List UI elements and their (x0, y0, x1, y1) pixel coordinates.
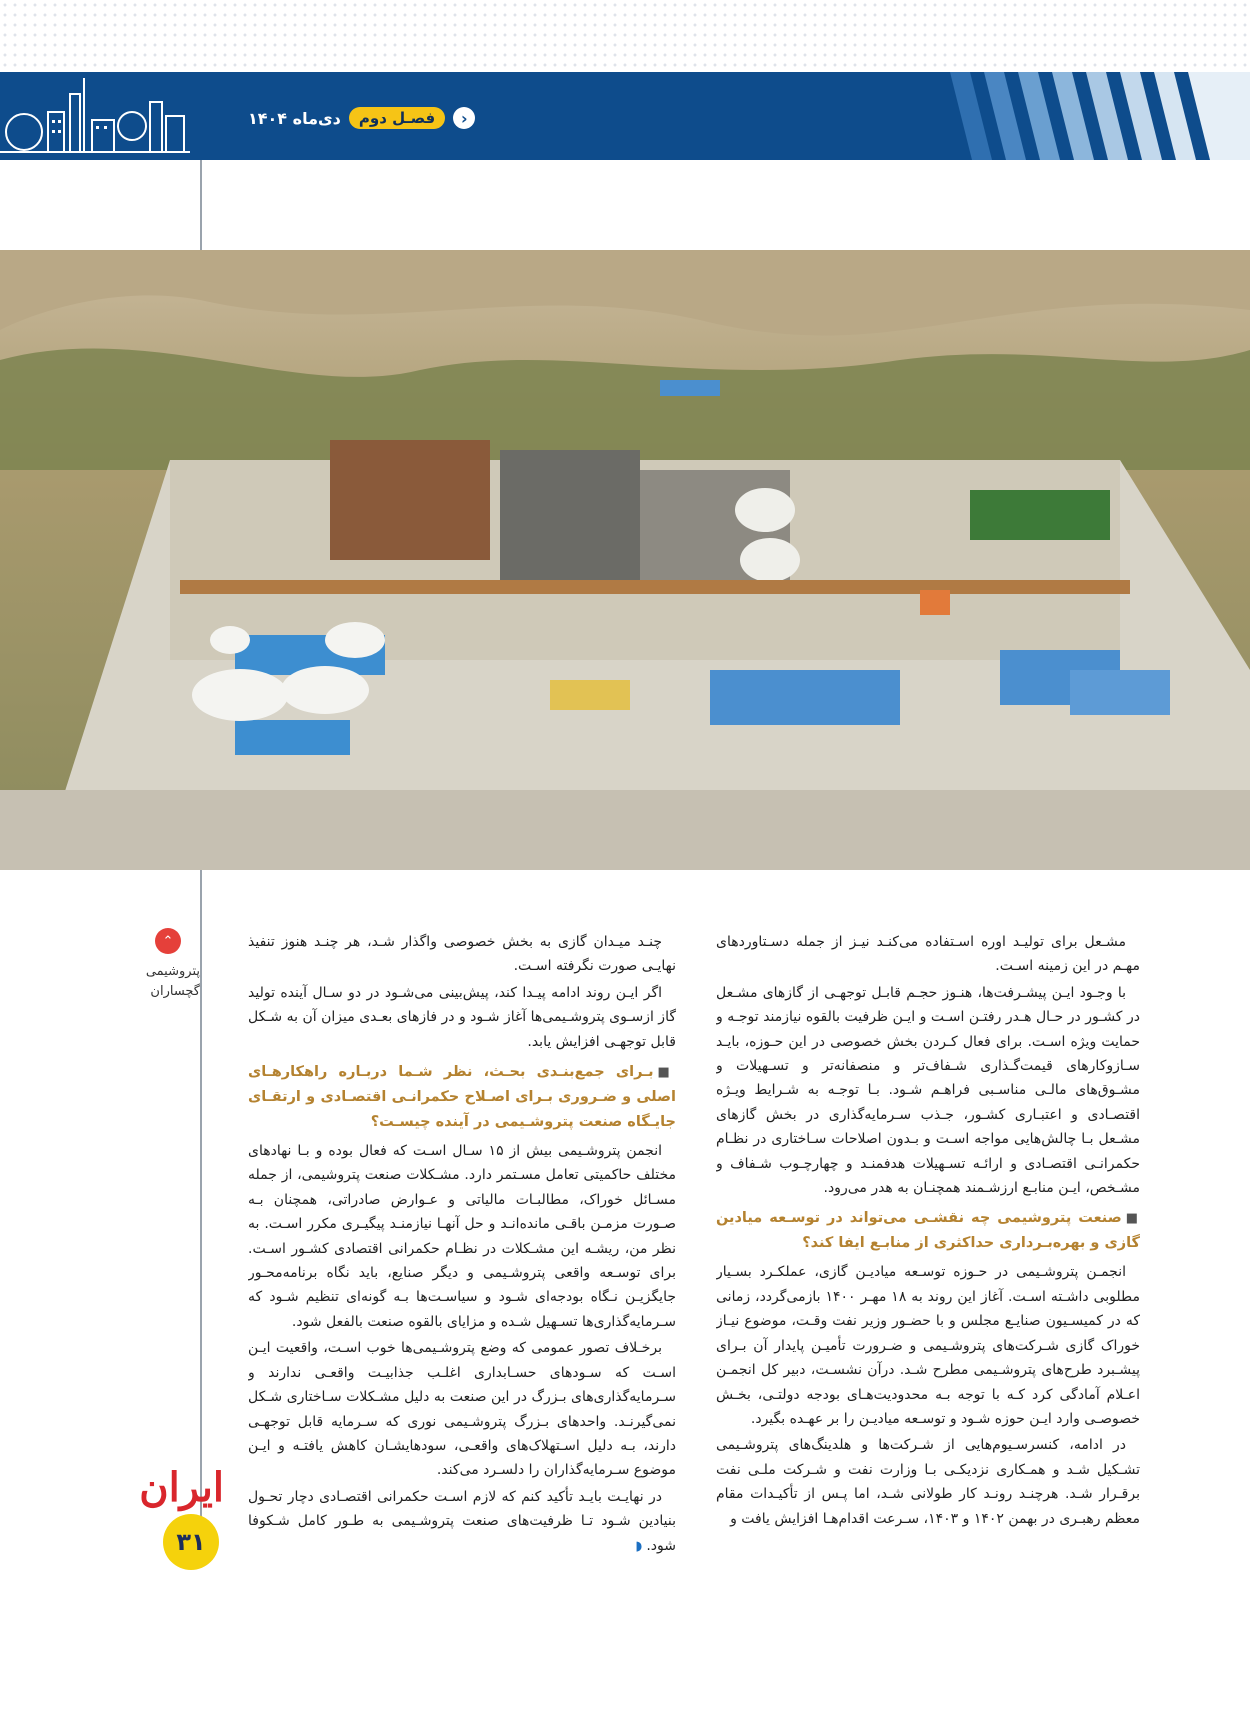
section-label-line2: گچساران (150, 984, 200, 999)
paragraph: انجمـن پتروشـیمی در حـوزه توسـعه میادیـن گازی، عملکـرد بسـیار مطلوبی داشـته اسـت. آغاز این روند به ۱۸ مهـر ۱۴۰۰ بازمی‌گردد، زمانی که در کمیسـیون صنایـع مجلس و با حضـور وزیر نفت وقـت، موضوع نیـاز خوراک گازی شـرکت‌های پتروشـیمی و ضـرورت تأمیـن پایدار آن بـرای پیشـبرد طرح‌های پتروشـیمی مطرح شـد. درآن نشسـت، دبیر کل انجمـن اعـلام آمادگی کرد کـه با توجه بـه محدودیت‌هـای بودجه دولتـی، بخـش خصوصـی وارد ایـن حوزه شـود و توسـعه میادیـن را بر عهـده بگیرد. (716, 1264, 1140, 1427)
dotted-pattern (0, 0, 1250, 72)
paragraph (248, 1485, 676, 1559)
paragraph: در ادامه، کنسرسـیوم‌هایی از شـرکت‌ها و هلدینگ‌های پتروشـیمی تشـکیل شـد و همـکاری نزدیکـی بـا وزارت نفت و شـرکت ملـی نفت برقـرار شـد. هرچنـد رونـد کار طولانی شـد، اما پـس از تأکیـدات مقام معظم رهبـری در بهمن ۱۴۰۲ و ۱۴۰۳، سـرعت اقدام‌هـا افزایش یافت و (716, 1437, 1140, 1527)
refinery-skyline-icon (0, 72, 200, 160)
chevron-up-icon: ⌃ (155, 928, 181, 954)
end-mark-icon: ◗ (635, 1538, 643, 1554)
paragraph: برخـلاف تصور عمومی که وضع پتروشـیمی‌ها خوب اسـت، واقعیت ایـن اسـت که سـودهای حسـابداری اغلـب جذابیـت واقعـی ندارند و سـرمایه‌گذاری‌های بـزرگ در این صنعت به دلیل مشـکلات سـاختاری شـکل نمی‌گیرنـد. واحدهای بـزرگ پتروشـیمی نوری که سـرمایه قابل توجهـی دارند، بـه دلیل اسـتهلاک‌های واقعـی، سودهایشـان کاهش یافتـه و ایـن موضوع سـرمایه‌گذاران را دلسـرد می‌کند. (248, 1340, 676, 1479)
question-text: بـرای جمع‌بنـدی بحـث، نظر شـما دربـاره راهکارهـای اصلی و ضـروری بـرای اصـلاح حکمرانـی اقتصـادی و ارتقـای جایـگاه صنعت پتروشـیمی در آینده چیسـت؟ (248, 1064, 676, 1131)
section-label-line1: پتروشیمی (145, 964, 200, 979)
issue-date: دی‌ماه ۱۴۰۴ (248, 108, 341, 128)
paragraph: مشـعل برای تولیـد اوره اسـتفاده می‌کنـد نیـز از جمله دسـتاوردهای مهـم در این زمینه اسـت. (716, 934, 1140, 975)
interview-question (716, 1206, 1140, 1256)
square-bullet-icon: ■ (1125, 1211, 1140, 1227)
paragraph: با وجـود ایـن پیشـرفت‌ها، هنـوز حجـم قابـل توجهـی از گازهای مشـعل در کشـور در حـال هـدر رفتـن اسـت و ایـن ظرفیت بالقوه نیازمند توجـه و حمایت ویژه اسـت. برای فعال کـردن بخش خصوصی در این حـوزه، بایـد سـازوکارهای قیمت‌گـذاری شـفاف‌تر و منصفانه‌تر و تسـهیلات و مشـوق‌های مالـی مناسـبی فراهـم شـود. بـا توجـه به شـرایط ویـژه اقتصـادی و اعتبـاری کشـور، جـذب سـرمایه‌گذاری در بخش گازهای مشـعل بـا چالش‌هایی مواجه اسـت و بـدون اصلاحات سـاختاری در نظـام حکمرانـی اقتصـادی و ارائـه تسـهیلات هدفمنـد و چهارچـوب شـفاف و مشـخص، ایـن منابـع ارزشـمند همچنـان به هدر می‌رود. (716, 984, 1140, 1197)
paragraph: اگر ایـن روند ادامه پیـدا کند، پیش‌بینی می‌شـود در دو سـال آینده تولید گاز ازسـوی پتروشـیمی‌ها آغاز شـود و در فازهای بعـدی میزان آن به شـکل قابل توجهـی افزایش یابد. (248, 984, 676, 1050)
article-column-right (716, 930, 1140, 1570)
refinery-aerial-photo (0, 250, 1250, 870)
closing-text: در نهایـت بایـد تأکید کنم که لازم اسـت حکمرانی اقتصـادی دچار تحـول بنیادین شـود تـا ظرفیت‌های صنعت پتروشـیمی به طـور کامل شـکوفا شود. (248, 1488, 676, 1554)
interview-question (248, 1060, 676, 1135)
question-text: صنعت پتروشیمی چه نقشـی می‌تواند در توسـعه میادین گازی و بهره‌بـرداری حداکثری از منابـع ایفا کند؟ (716, 1210, 1140, 1252)
chevron-right-icon[interactable]: ‹ (453, 107, 475, 129)
section-label (110, 962, 200, 1002)
chapter-pill: فصـل دوم (349, 107, 445, 129)
page-number: ۳۱ (163, 1514, 219, 1570)
article-column-left (248, 930, 676, 1570)
paragraph: چنـد میـدان گازی به بخش خصوصی واگذار شـد، هر چنـد هنوز تنفیذ نهایـی صورت نگرفته اسـت. (248, 934, 676, 975)
square-bullet-icon: ■ (657, 1065, 676, 1081)
paragraph: انجمن پتروشـیمی بیش از ۱۵ سـال اسـت که فعال بوده و بـا نهادهای مختلف حاکمیتی تعامل مسـتمر دارد. مشـکلات صنعت پتروشیمی، از جمله مسـائل خوراک، مطالبـات مالیاتی و عـوارض صادراتی، همچنان بـه صـورت مزمـن باقـی مانده‌انـد و حل آنهـا نیازمنـد پیگیـری مکرر اسـت. به نظر من، ریشـه این مشـکلات در نظـام حکمرانی اقتصادی کشـور اسـت. برای توسـعه واقعی پتروشـیمی و دیگر صنایع، باید نگاه برنامه‌محـور جایگزیـن نـگاه بودجه‌ای شـود و سیاسـت‌ها بـه گونه‌ای تنظیم شـود که سـرمایه‌گذاری‌ها تسـهیل شـده و مزایای بالقوه صنعت بالفعل شود. (248, 1143, 676, 1330)
issue-line (248, 104, 475, 132)
brand-logo: ایران (139, 1464, 224, 1511)
stripes-decoration (950, 72, 1250, 160)
